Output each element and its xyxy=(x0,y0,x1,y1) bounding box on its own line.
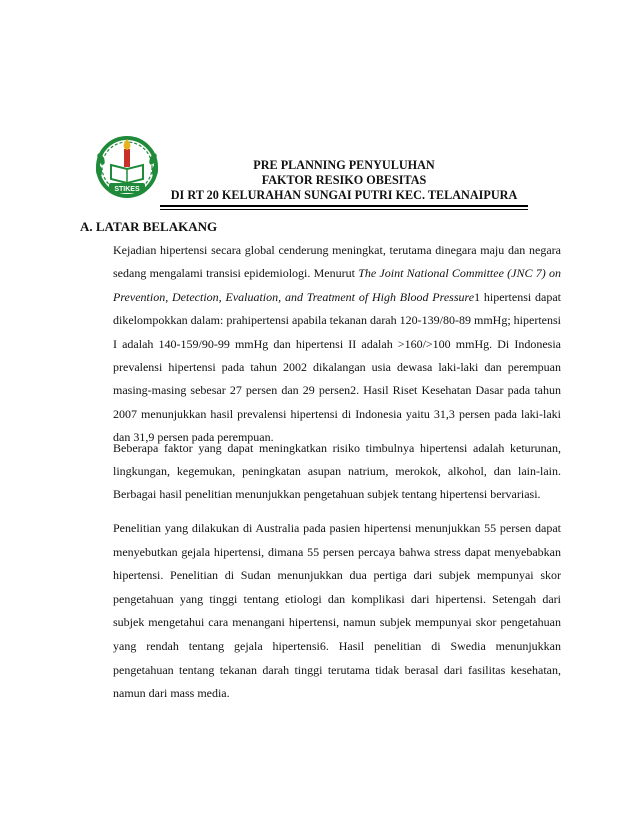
stikes-logo xyxy=(91,135,163,199)
logo-text: STIKES xyxy=(114,186,140,193)
header-line-1: PRE PLANNING PENYULUHAN xyxy=(253,158,435,172)
paragraph-1-text-b: 1 hipertensi dapat dikelompokkan dalam: prahipertensi apabila tekanan darah 120-139/80-89 mmHg; hipertensi I adalah 140-159/90-99 mmHg dan hipertensi II adalah >160/>100 mmHg. Di Indonesia prevalensi hipertensi pada tahun 2002 dikalangan usia dewasa laki-laki dan perempuan masing-masing sebesar 27 persen dan 29 persen2. Hasil Riset Kesehatan Dasar pada tahun 2007 menunjukkan hasil prevalensi hipertensi di Indonesia yaitu 31,3 persen pada laki-laki dan 31,9 persen pada perempuan. xyxy=(113,289,562,445)
header-line-3: DI RT 20 KELURAHAN SUNGAI PUTRI KEC. TELANAIPURA xyxy=(170,188,518,202)
paragraph-2: Beberapa faktor yang dapat meningkatkan risiko timbulnya hipertensi adalah keturunan, lingkungan, kegemukan, peningkatan asupan natrium, merokok, alkohol, dan lain-lain. Berbagai hasil penelitian menunjukkan pengetahuan subjek tentang hipertensi bervariasi. xyxy=(113,441,561,501)
paragraph-1 xyxy=(113,239,561,450)
section-title: A. LATAR BELAKANG xyxy=(80,219,218,234)
header-line-2: FAKTOR RESIKO OBESITAS xyxy=(261,173,427,187)
paragraph-1-text-a: Kejadian hipertensi secara global cenderung meningkat, terutama dinegara maju dan negara sedang mengalami transisi epidemiologi. Menurut xyxy=(113,243,561,281)
header-divider xyxy=(160,205,528,210)
document-header xyxy=(158,158,530,203)
paragraph-1-italic: The Joint National Committee (JNC 7) on Prevention, Detection, Evaluation, and Treatment of High Blood Pressure xyxy=(113,266,561,304)
paragraph-3: Penelitian yang dilakukan di Australia pada pasien hipertensi menunjukkan 55 persen dapat menyebutkan gejala hipertensi, dimana 55 persen percaya bahwa stress dapat menyebabkan hipertensi. Penelitian di Sudan menunjukkan dua pertiga dari subjek mempunyai skor pengetahuan yang tinggi tentang etiologi dan komplikasi dari hipertensi. Setengah dari subjek mengetahui cara menangani hipertensi, namun subjek mempunyai skor pengetahuan yang rendah tentang gejala hipertensi6. Hasil penelitian di Swedia menunjukkan pengetahuan tentang tekanan darah tinggi terutama tidak berasal dari fasilitas kesehatan, namun dari mass media. xyxy=(113,521,561,701)
